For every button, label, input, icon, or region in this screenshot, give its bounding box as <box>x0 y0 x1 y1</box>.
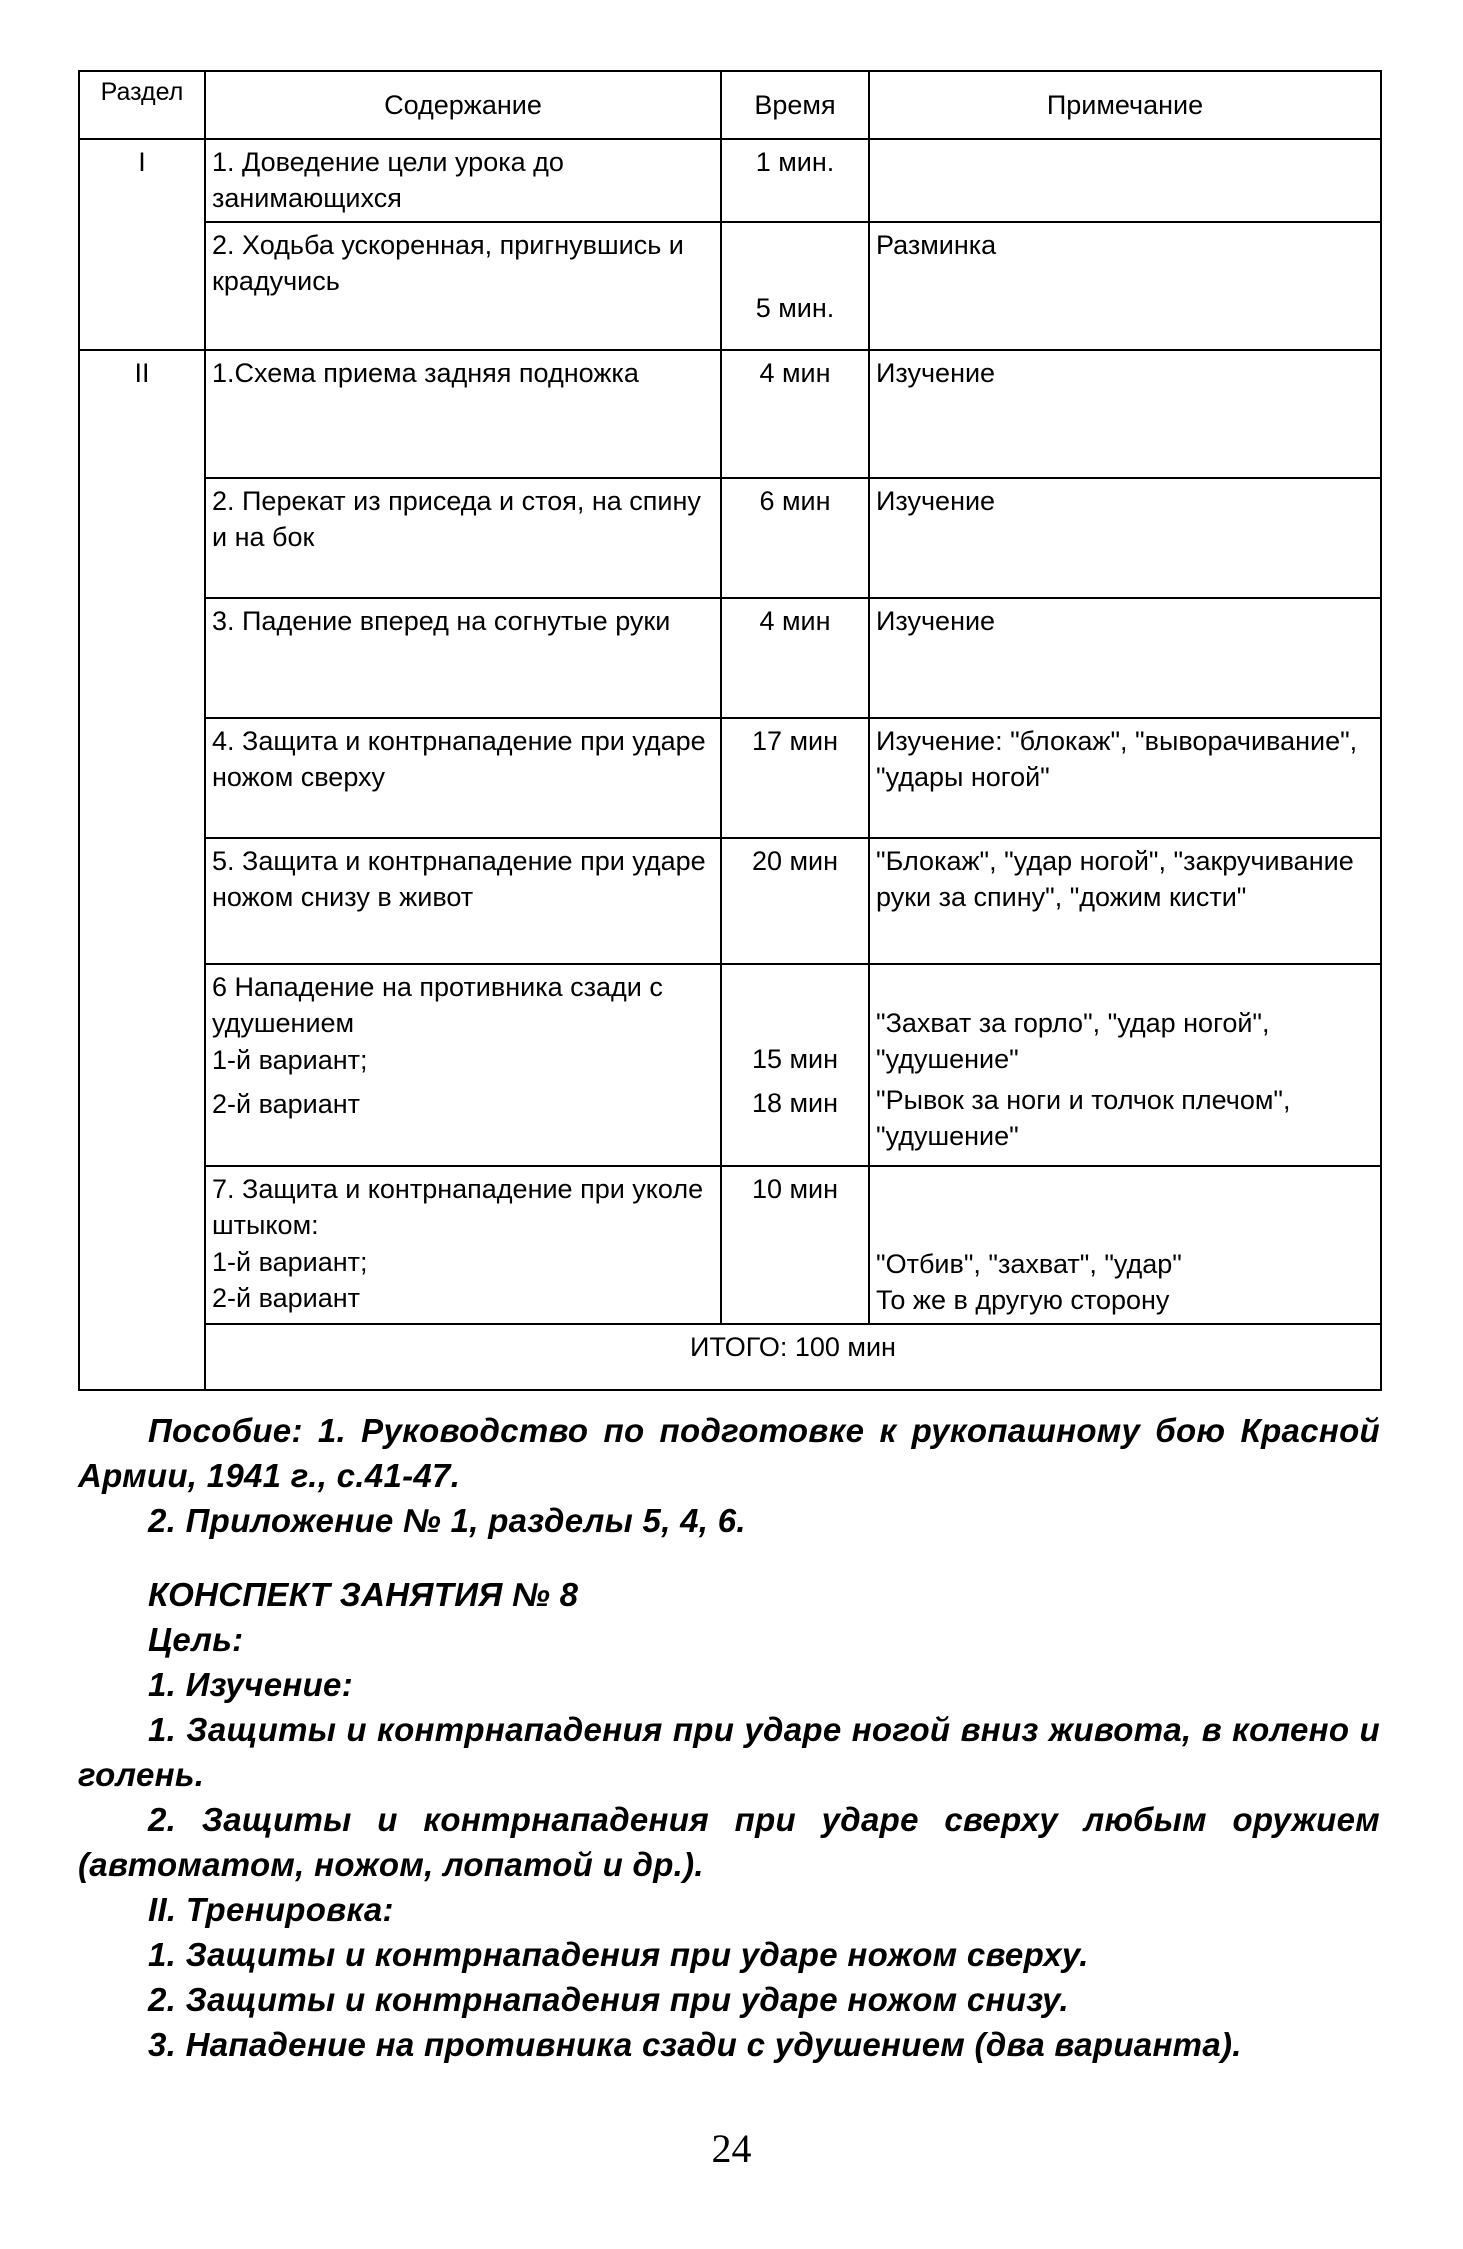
content-variant-1: 1-й вариант; <box>212 1044 368 1075</box>
note-cell: Изучение <box>869 598 1381 718</box>
content-cell: 2. Перекат из приседа и стоя, на спину и на бок <box>205 478 721 598</box>
content-main: 7. Защита и контрнападение при уколе штыком: <box>212 1173 704 1241</box>
note-cell <box>869 139 1381 222</box>
manual-reference <box>78 1408 1380 1543</box>
note-cell: Изучение <box>869 478 1381 598</box>
lesson-summary <box>78 1572 1380 2067</box>
table-row <box>79 478 1381 598</box>
content-cell: 4. Защита и контрнападение при ударе ножом сверху <box>205 718 721 838</box>
study-item: 1. Защиты и контрнападения при ударе ногой вниз живота, в колено и голень. <box>78 1711 1380 1793</box>
note-cell <box>869 1166 1381 1324</box>
training-item: 3. Нападение на противника сзади с удушением (два варианта). <box>148 2026 1242 2063</box>
time-cell: 20 мин <box>721 838 869 964</box>
training-item: 2. Защиты и контрнападения при ударе ножом снизу. <box>148 1981 1069 2018</box>
content-cell: 1. Доведение цели урока до занимающихся <box>205 139 721 222</box>
time-cell: 6 мин <box>721 478 869 598</box>
content-cell: 2. Ходьба ускоренная, пригнувшись и крадучись <box>205 222 721 350</box>
content-main: 6 Нападение на противника сзади с удушением <box>212 971 663 1039</box>
header-content: Содержание <box>205 71 721 139</box>
study-item: 2. Защиты и контрнападения при ударе сверху любым оружием (автоматом, ножом, лопатой и др.). <box>78 1801 1380 1883</box>
time-cell <box>721 964 869 1166</box>
content-cell <box>205 1166 721 1324</box>
header-note: Примечание <box>869 71 1381 139</box>
table-row <box>79 1166 1381 1324</box>
note-cell <box>869 964 1381 1166</box>
section-cell: II <box>79 350 205 1390</box>
study-heading: 1. Изучение: <box>148 1666 353 1703</box>
summary-title: КОНСПЕКТ ЗАНЯТИЯ № 8 <box>148 1576 579 1613</box>
note-variant-2: "Рывок за ноги и толчок плечом", "удушение" <box>876 1084 1291 1152</box>
time-cell: 5 мин. <box>721 222 869 350</box>
time-variant-1: 15 мин <box>751 1043 839 1074</box>
table-row <box>79 598 1381 718</box>
time-cell: 10 мин <box>721 1166 869 1324</box>
table-row <box>79 350 1381 478</box>
table-header-row <box>79 71 1381 139</box>
content-variant-2: 2-й вариант <box>212 1283 361 1314</box>
note-cell: Изучение <box>869 350 1381 478</box>
table-row <box>79 964 1381 1166</box>
time-cell: 1 мин. <box>721 139 869 222</box>
time-variant-2: 18 мин <box>751 1088 839 1119</box>
manual-line-2: 2. Приложение № 1, разделы 5, 4, 6. <box>148 1502 746 1539</box>
section-cell: I <box>79 139 205 350</box>
content-cell: 1.Схема приема задняя подножка <box>205 350 721 478</box>
total-cell: ИТОГО: 100 мин <box>205 1324 1381 1390</box>
content-cell <box>205 964 721 1166</box>
table-row <box>79 718 1381 838</box>
note-variant-2: То же в другую сторону <box>876 1285 1170 1316</box>
content-variant-2: 2-й вариант <box>212 1089 361 1120</box>
time-cell: 4 мин <box>721 598 869 718</box>
note-cell: "Блокаж", "удар ногой", "закручивание руки за спину", "дожим кисти" <box>869 838 1381 964</box>
header-time: Время <box>721 71 869 139</box>
manual-line-1: Пособие: 1. Руководство по подготовке к рукопашному бою Красной Армии, 1941 г., с.41-47. <box>78 1412 1380 1494</box>
table-row <box>79 222 1381 350</box>
content-variant-1: 1-й вариант; <box>212 1246 368 1277</box>
header-section: Раздел <box>79 71 205 139</box>
table-row <box>79 838 1381 964</box>
content-cell: 3. Падение вперед на согнутые руки <box>205 598 721 718</box>
training-item: 1. Защиты и контрнападения при ударе ножом сверху. <box>148 1936 1089 1973</box>
page-number: 24 <box>711 2126 752 2171</box>
note-cell: Разминка <box>869 222 1381 350</box>
total-row <box>79 1324 1381 1390</box>
lesson-plan-table <box>78 70 1382 1391</box>
training-heading: II. Тренировка: <box>148 1891 394 1928</box>
table-row <box>79 139 1381 222</box>
note-cell: Изучение: "блокаж", "выворачивание", "удары ногой" <box>869 718 1381 838</box>
time-cell: 17 мин <box>721 718 869 838</box>
note-variant-1: "Захват за горло", "удар ногой", "удушение" <box>876 1007 1270 1075</box>
summary-goal: Цель: <box>148 1621 244 1658</box>
note-variant-1: "Отбив", "захват", "удар" <box>876 1249 1182 1279</box>
time-cell: 4 мин <box>721 350 869 478</box>
content-cell: 5. Защита и контрнападение при ударе ножом снизу в живот <box>205 838 721 964</box>
